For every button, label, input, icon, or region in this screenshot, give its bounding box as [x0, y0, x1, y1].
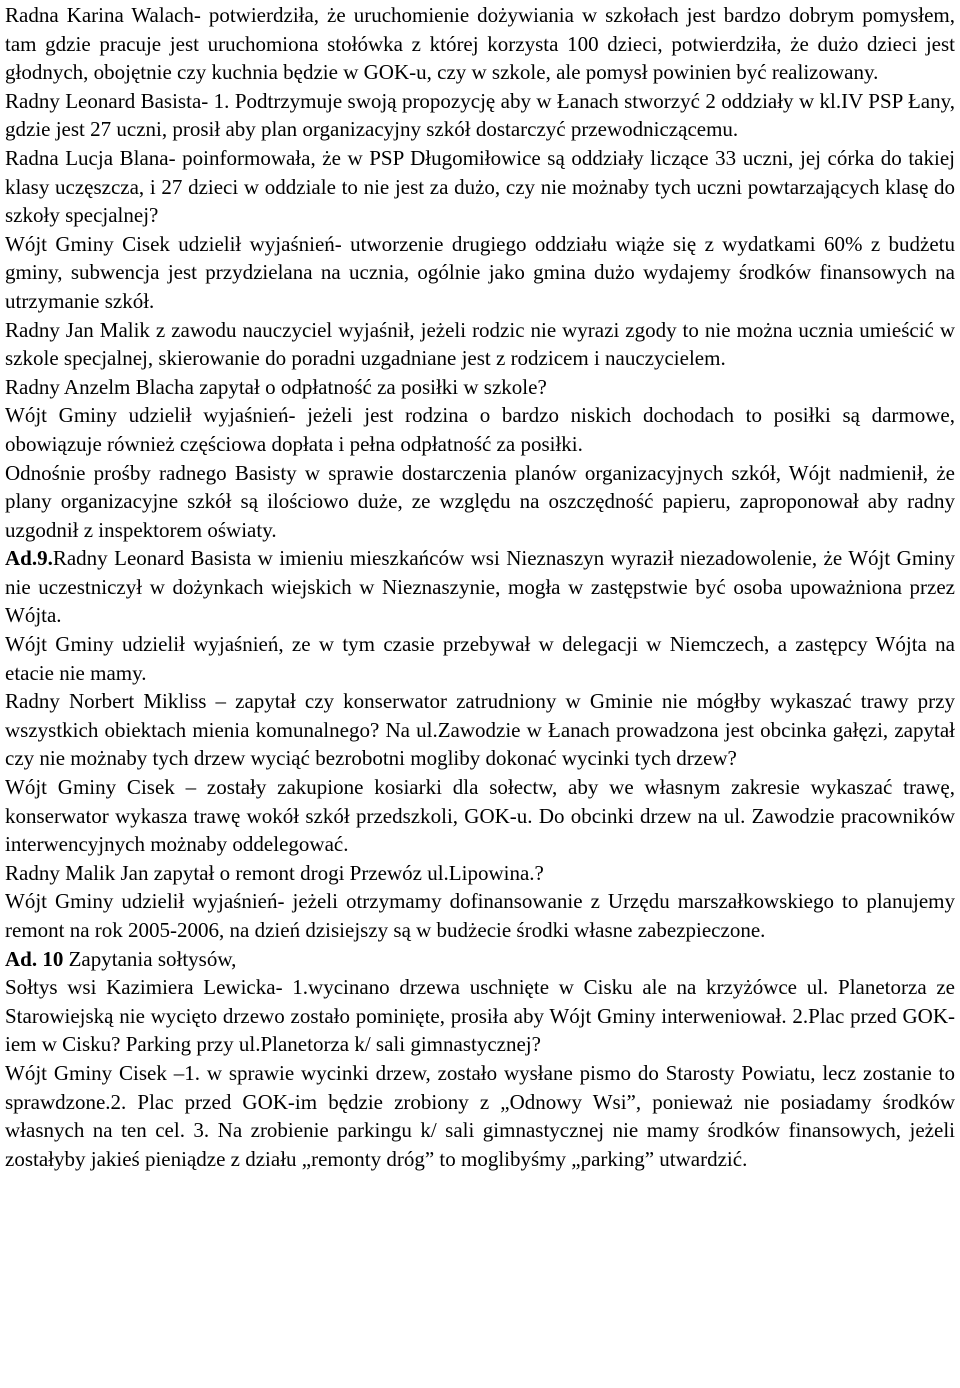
section-heading-ad9: Ad.9.: [5, 546, 53, 571]
paragraph-blana: Radna Lucja Blana- poinformowała, że w PSP Długomiłowice są oddziały liczące 33 uczni, jej córka do takiej klasy uczęszcza, i 27 dzieci w oddziale to nie jest za dużo, czy nie możnaby tych uczni powtarzających klasę do szkoły specjalnej?: [5, 145, 955, 228]
section-heading-ad10: Ad. 10: [5, 946, 64, 971]
paragraph-wojt-reply-5: Wójt Gminy udzielił wyjaśnień- jeżeli otrzymamy dofinansowanie z Urzędu marszałkowskiego to planujemy remont na rok 2005-2006, na dzień dzisiejszy są w budżecie środki własne zabezpieczone.: [5, 889, 955, 942]
paragraph-basista: Radny Leonard Basista- 1. Podtrzymuje swoją propozycję aby w Łanach stworzyć 2 oddziały w kl.IV PSP Łany, gdzie jest 27 uczni, prosił aby plan organizacyjny szkół dostarczyć przewodniczącemu.: [5, 88, 955, 142]
paragraph-blacha: Radny Anzelm Blacha zapytał o odpłatność za posiłki w szkole?: [5, 374, 547, 399]
paragraph-mikliss: Radny Norbert Mikliss – zapytał czy konserwator zatrudniony w Gminie nie mógłby wykaszać trawy przy wszystkich obiektach mienia komunalnego? Na ul.Zawodzie w Łanach prowadzona jest obcinka gałęzi, zapytał czy nie możnaby tych drzew wyciąć bezrobotni mogliby dokonać wycinki tych drzew?: [5, 689, 955, 771]
paragraph-walach: Radna Karina Walach- potwierdziła, że uruchomienie dożywiania w szkołach jest bardzo dobrym pomysłem, tam gdzie pracuje jest uruchomiona stołówka z której korzysta 100 dzieci, potwierdziła, że dużo dzieci jest głodnych, obojętnie czy kuchnia będzie w GOK-u, czy w szkole, ale pomysł powinien być realizowany.: [5, 3, 955, 85]
paragraph-malik: Radny Jan Malik z zawodu nauczyciel wyjaśnił, jeżeli rodzic nie wyrazi zgody to nie można ucznia umieścić w szkole specjalnej, skierowanie do poradni uzgadniane jest z rodzicem i nauczycielem.: [5, 317, 955, 371]
paragraph-wojt-reply-1: Wójt Gminy Cisek udzielił wyjaśnień- utworzenie drugiego oddziału wiąże się z wydatkami 60% z budżetu gminy, subwencja jest przydzielana na ucznia, ogólnie jako gmina dużo wydajemy środków finansowych na utrzymanie szkół.: [5, 231, 955, 313]
paragraph-wojt-reply-6: Wójt Gminy Cisek –1. w sprawie wycinki drzew, zostało wysłane pismo do Starosty Powiatu, lecz zostanie to sprawdzone.2. Plac przed GOK-im będzie zrobiony z „Odnowy Wsi”, ponieważ nie posiadamy środków własnych na ten cel. 3. Na zrobienie parkingu k/ sali gimnastycznej nie mamy środków finansowych, jeżeli zostałyby jakieś pieniądze z działu „remonty dróg” to moglibyśmy „parking” utwardzić.: [5, 1060, 955, 1171]
paragraph-wojt-reply-3: Wójt Gminy udzielił wyjaśnień, ze w tym czasie przebywał w delegacji w Niemczech, a zastępcy Wójta na etacie nie mamy.: [5, 632, 955, 685]
paragraph-lewicka: Sołtys wsi Kazimiera Lewicka- 1.wycinano drzewa uschnięte w Cisku ale na krzyżówce ul. Planetorza ze Starowiejską nie wycięto drzewo zostało pominięte, prosiła aby Wójt Gminy interweniował. 2.Plac przed GOK-iem w Cisku? Parking przy ul.Planetorza k/ sali gimnastycznej?: [5, 975, 955, 1057]
paragraph-ad9: [5, 544, 955, 630]
paragraph-wojt-reply-2: Wójt Gminy udzielił wyjaśnień- jeżeli jest rodzina o bardzo niskich dochodach to posiłki są darmowe, obowiązuje również częściowa dopłata i pełna odpłatność za posiłki.: [5, 403, 955, 456]
paragraph-wojt-reply-4: Wójt Gminy Cisek – zostały zakupione kosiarki dla sołectw, aby we własnym zakresie wykaszać trawę, konserwator wykasza trawę wokół szkół przedszkoli, GOK-u. Do obcinki drzew na ul. Zawodzie pracowników interwencyjnych możnaby oddelegować.: [5, 775, 955, 857]
paragraph-plans: Odnośnie prośby radnego Basisty w sprawie dostarczenia planów organizacyjnych szkół, Wójt nadmienił, że plany organizacyjne szkół są ilościowo duże, ze względu na oszczędność papieru, zaproponował aby radny uzgodnił z inspektorem oświaty.: [5, 460, 955, 542]
paragraph-ad10: [5, 945, 955, 974]
paragraph-malik-road: Radny Malik Jan zapytał o remont drogi Przewóz ul.Lipowina.?: [5, 860, 544, 885]
paragraph-ad9-text: Radny Leonard Basista w imieniu mieszkańców wsi Nieznaszyn wyraził niezadowolenie, że Wójt Gminy nie uczestniczył w dożynkach wiejskich w Nieznaszynie, mogła w zastępstwie być osoba upoważniona przez Wójta.: [5, 546, 955, 628]
paragraph-ad10-text: Zapytania sołtysów,: [63, 946, 237, 971]
